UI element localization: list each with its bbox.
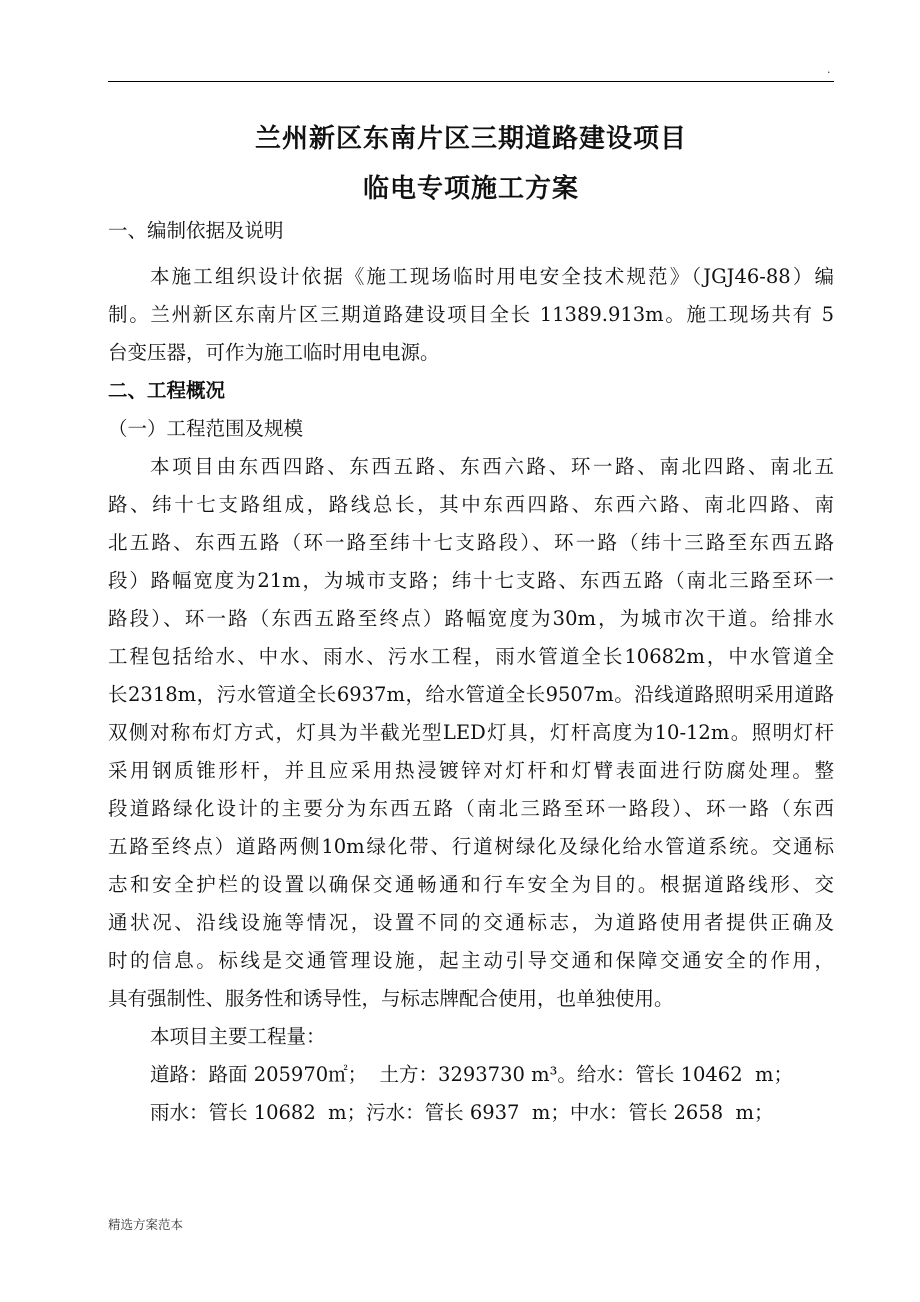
header-mark: . [827,63,831,76]
paragraph-line: 本项目由东西四路、东西五路、东西六路、环一路、南北四路、南北五 [150,455,834,478]
paragraph-line: 路段）、环一路（东西五路至终点）路幅宽度为30m，为城市次干道。给排水 [108,607,834,630]
paragraph-line: 本项目主要工程量： [150,1025,326,1048]
section-heading-2: 二、工程概况 [108,379,226,402]
document-title-line-1: 兰州新区东南片区三期道路建设项目 [254,124,687,154]
paragraph-line: 长2318m，污水管道全长6937m，给水管道全长9507m。沿线道路照明采用道路 [108,683,834,706]
paragraph-line: 北五路、东西五路（环一路至纬十七支路段）、环一路（纬十三路至东西五路 [108,531,834,554]
paragraph-line: 采用钢质锥形杆，并且应采用热浸镀锌对灯杆和灯臂表面进行防腐处理。整 [108,759,834,782]
footer-text: 精选方案范本 [108,1217,184,1232]
document-body [108,212,834,1132]
paragraph-line: 本施工组织设计依据《施工现场临时用电安全技术规范》（JGJ46-88）编 [150,265,834,288]
paragraph-line: 段）路幅宽度为21m，为城市支路；纬十七支路、东西五路（南北三路至环一 [108,569,834,592]
document-title-line-2: 临电专项施工方案 [362,174,579,204]
paragraph-line: 工程包括给水、中水、雨水、污水工程，雨水管道全长10682m，中水管道全 [108,645,834,668]
paragraph-line: 路、纬十七支路组成，路线总长，其中东西四路、东西六路、南北四路、南 [108,493,834,516]
paragraph-line: 段道路绿化设计的主要分为东西五路（南北三路至环一路段）、环一路（东西 [108,797,834,820]
paragraph-line: 道路：路面 205970㎡； 土方：3293730 m³。给水：管长 10462 m； [150,1063,794,1086]
subsection-heading: （一）工程范围及规模 [108,417,304,440]
paragraph-line: 志和安全护栏的设置以确保交通畅通和行车安全为目的。根据道路线形、交 [108,873,834,896]
paragraph-line: 台变压器，可作为施工临时用电电源。 [108,341,440,364]
paragraph-line: 时的信息。标线是交通管理设施，起主动引导交通和保障交通安全的作用， [108,949,834,972]
paragraph-line: 双侧对称布灯方式，灯具为半截光型LED灯具，灯杆高度为10-12m。照明灯杆 [108,721,834,744]
paragraph-line: 制。兰州新区东南片区三期道路建设项目全长 11389.913m。施工现场共有 5 [108,303,834,326]
header-rule [108,81,834,82]
section-heading-1: 一、编制依据及说明 [108,219,284,242]
paragraph-line: 通状况、沿线设施等情况，设置不同的交通标志，为道路使用者提供正确及 [108,911,834,934]
paragraph-line: 雨水：管长 10682 m；污水：管长 6937 m；中水：管长 2658 m； [150,1101,774,1124]
paragraph-line: 具有强制性、服务性和诱导性，与标志牌配合使用，也单独使用。 [108,987,674,1010]
paragraph-line: 五路至终点）道路两侧10m绿化带、行道树绿化及绿化给水管道系统。交通标 [108,835,834,858]
